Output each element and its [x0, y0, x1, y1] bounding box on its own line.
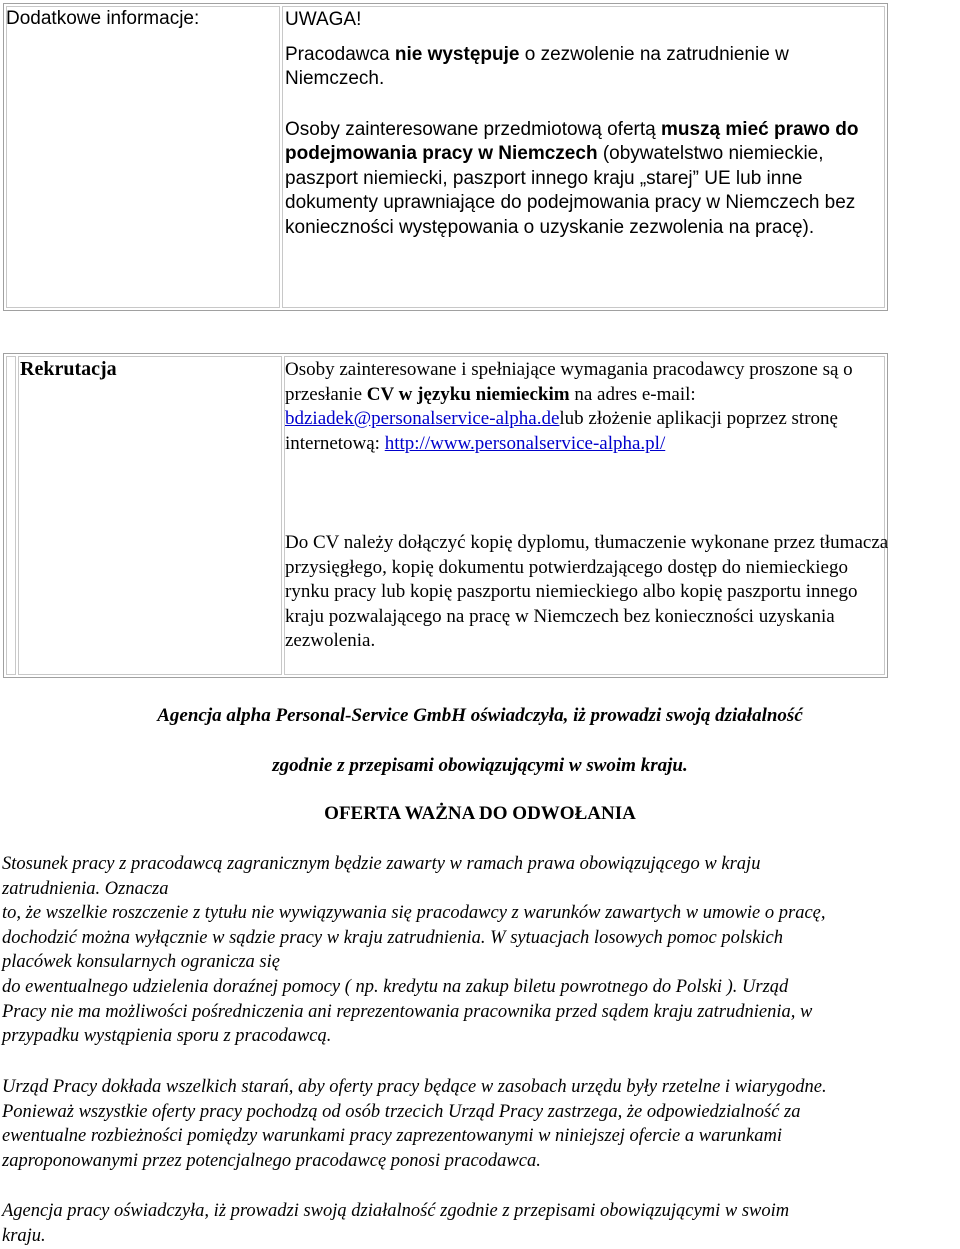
info-paragraph-2 — [285, 118, 875, 241]
info-p1-c: o zezwolenie na zatrudnienie w Niemczech. — [285, 43, 789, 89]
info-label: Dodatkowe informacje: — [6, 8, 200, 29]
footer-line: zatrudnienia. Oznacza — [2, 878, 169, 899]
agency-statement-line-1: Agencja alpha Personal-Service GmbH oświadczyła, iż prowadzi swoją działalność — [157, 705, 803, 726]
footer-line: do ewentualnego udzielenia doraźnej pomocy ( np. kredytu na zakup biletu powrotnego do Polski ). Urząd — [2, 976, 789, 997]
footer-line: Stosunek pracy z pracodawcą zagranicznym będzie zawarty w ramach prawa obowiązującego w kraju — [2, 854, 761, 874]
info-p1-a: Pracodawca — [285, 43, 395, 65]
footer-line: Ponieważ wszystkie oferty pracy pochodzą od osób trzecich Urząd Pracy zastrzega, że odpowiedzialność za — [2, 1101, 801, 1122]
offer-validity: OFERTA WAŻNA DO ODWOŁANIA — [324, 803, 636, 824]
info-p2-c: (obywatelstwo niemieckie, paszport niemiecki, paszport innego kraju „starej” UE lub inne dokumenty uprawniające do podejmowania pracy w Niemczech bez konieczności występowania o uzyskanie zezwolenia na pracę). — [285, 143, 856, 238]
agency-statement-line-2: zgodnie z przepisami obowiązującymi w swoim kraju. — [272, 755, 688, 776]
footer-paragraph-2 — [2, 1075, 960, 1173]
info-content — [285, 8, 875, 240]
info-p2-b: muszą mieć prawo do podejmowania pracy w Niemczech — [285, 118, 859, 164]
cv-note-block — [285, 531, 890, 654]
footer-paragraph-3 — [2, 1199, 960, 1248]
footer-line: to, że wszelkie roszczenie z tytułu nie wywiązywania się pracodawcy z warunków zawartych w umowie o pracę, — [2, 903, 826, 924]
recruit-content — [285, 358, 885, 456]
recruit-t3: na adres e-mail: — [569, 383, 696, 405]
footer-paragraph-1 — [2, 852, 960, 1049]
recruit-t4: lub złożenie aplikacji poprzez stronę internetową: — [285, 408, 838, 454]
recruit-label: Rekrutacja — [20, 358, 117, 380]
info-p1-b: nie występuje — [394, 43, 520, 65]
warning-text: UWAGA! — [285, 9, 362, 30]
email-link[interactable]: bdziadek@personalservice-alpha.de — [285, 408, 560, 429]
footer-line: Pracy nie ma możliwości pośredniczenia ani reprezentowania pracownika przed sądem kraju zatrudnienia, w — [2, 1001, 813, 1022]
recruit-t1: Osoby zainteresowane i spełniające wymagania pracodawcy proszone są o przesłanie — [285, 359, 853, 405]
info-paragraph-1 — [285, 43, 875, 92]
website-link[interactable]: http://www.personalservice-alpha.pl/ — [384, 432, 666, 454]
footer-line: dochodzić można wyłącznie w sądzie pracy w kraju zatrudnienia. W sytuacjach losowych pomoc polskich — [2, 927, 784, 948]
footer-line: Agencja pracy oświadczyła, iż prowadzi swoją działalność zgodnie z przepisami obowiązującymi w swoim — [2, 1201, 790, 1221]
footer-line: Urząd Pracy dokłada wszelkich starań, aby oferty pracy będące w zasobach urzędu były rzetelne i wiarygodne. — [2, 1077, 827, 1097]
recruit-cv-language: CV w języku niemieckim — [366, 383, 570, 405]
cv-note: Do CV należy dołączyć kopię dyplomu, tłumaczenie wykonane przez tłumacza przysięgłego, kopię dokumentu potwierdzającego dostęp do niemieckiego rynku pracy lub kopię paszportu niemieckiego albo kopię paszportu innego kraju pozwalającego na pracę w Niemczech bez konieczności uzyskania zezwolenia. — [285, 532, 889, 651]
footer-line: placówek konsularnych ogranicza się — [2, 952, 280, 973]
info-p2-a: Osoby zainteresowane przedmiotową ofertą — [285, 118, 661, 140]
footer-line: kraju. — [2, 1225, 46, 1246]
footer-line: zaproponowanymi przez potencjalnego pracodawcę ponosi pracodawca. — [2, 1150, 541, 1171]
recruit-paragraph — [285, 358, 885, 456]
footer-line: ewentualne rozbieżności pomiędzy warunkami pracy zaprezentowanymi w niniejszej ofercie a warunkami — [2, 1126, 782, 1147]
footer-line: przypadku wystąpienia sporu z pracodawcą. — [2, 1026, 332, 1047]
